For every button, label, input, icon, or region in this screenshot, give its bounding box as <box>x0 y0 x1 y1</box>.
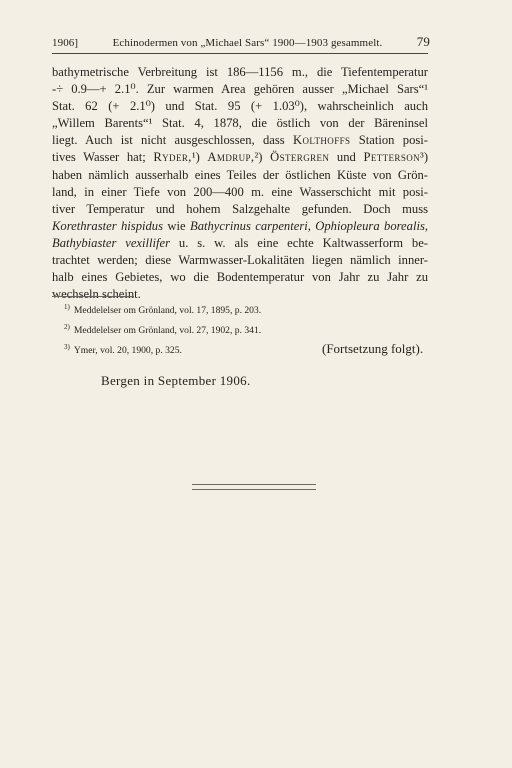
body-text <box>52 64 428 303</box>
footnote <box>64 319 261 339</box>
text-line: -÷ 0.9—+ 2.1⁰. Zur warmen Area gehören ausser „Michael Sars“¹ <box>52 82 428 97</box>
text-span: und <box>336 150 356 165</box>
text-line: wechseln scheint. <box>52 287 141 302</box>
header-rule <box>52 53 428 54</box>
footnote <box>64 299 261 319</box>
dateline: Bergen in September 1906. <box>101 373 251 388</box>
species-name: Bathycrinus carpenteri, Ophiopleura borealis, <box>190 218 428 233</box>
footnote-mark: 3) <box>64 343 70 352</box>
text-span: Station posi- <box>358 133 428 148</box>
author-name: Amdrup, <box>207 150 255 165</box>
text-line: bathymetrische Verbreitung ist 186—1156 m., die Tiefentemperatur <box>52 65 428 79</box>
text-line <box>52 132 428 149</box>
running-head <box>52 34 430 50</box>
text-span: tives Wasser hat; <box>52 150 146 165</box>
footnote-ref: ¹) <box>191 150 200 165</box>
footnote-ref: ²) <box>254 150 263 165</box>
page-number: 79 <box>416 34 430 49</box>
end-ornament-rule <box>192 484 316 490</box>
text-span: liegt. Auch ist nicht ausgeschlossen, dass <box>52 133 285 148</box>
text-line: haben nämlich ausserhalb eines Teiles der östlichen Küste von Grön- <box>52 167 428 182</box>
footnote-text: Meddelelser om Grönland, vol. 17, 1895, p. 203. <box>73 305 262 317</box>
footnote-text: Meddelelser om Grönland, vol. 27, 1902, p. 341. <box>73 325 262 337</box>
text-line <box>52 218 428 235</box>
footnote-mark: 1) <box>64 303 70 311</box>
species-name: Korethraster hispidus <box>52 218 163 233</box>
text-line: tiver Temperatur und hohem Salzgehalte gefunden. Doch muss <box>52 201 428 216</box>
author-name: Ryder, <box>153 150 192 165</box>
footnote-ref: ³) <box>420 150 429 165</box>
text-span: u. s. w. als eine echte Kaltwasserform be- <box>178 235 428 250</box>
running-title: Echinodermen von „Michael Sars“ 1900—1903 gesammelt. <box>112 37 383 49</box>
text-line: trachtet werden; diese Warmwasser-Lokalitäten liegen nämlich inner- <box>52 253 428 268</box>
text-line: Stat. 62 (+ 2.1⁰) und Stat. 95 (+ 1.03⁰), wahrscheinlich auch <box>52 99 428 114</box>
footnote-mark: 2) <box>64 323 70 332</box>
text-line <box>52 235 428 252</box>
species-name: Bathybiaster vexillifer <box>52 235 170 250</box>
text-line: halb eines Gebietes, wo die Bodentemperatur von Jahr zu Jahr zu <box>52 270 428 285</box>
footnotes <box>64 299 261 360</box>
footnote-text: Ymer, vol. 20, 1900, p. 325. <box>73 345 182 357</box>
continued-note: (Fortsetzung folgt). <box>322 341 424 356</box>
volume-year: 1906] <box>52 37 79 49</box>
footnote-rule <box>52 296 134 297</box>
text-line: „Willem Barents“¹ Stat. 4, 1878, die östlich von der Bäreninsel <box>52 116 428 131</box>
text-span: wie <box>167 218 186 233</box>
author-name: Östergren <box>270 150 330 165</box>
text-line: land, in einer Tiefe von 200—400 m. eine Wasserschicht mit posi- <box>52 184 428 199</box>
text-line <box>52 149 428 166</box>
author-name: Kolthoffs <box>293 133 351 148</box>
author-name: Petterson <box>363 150 421 165</box>
footnote <box>64 339 261 359</box>
